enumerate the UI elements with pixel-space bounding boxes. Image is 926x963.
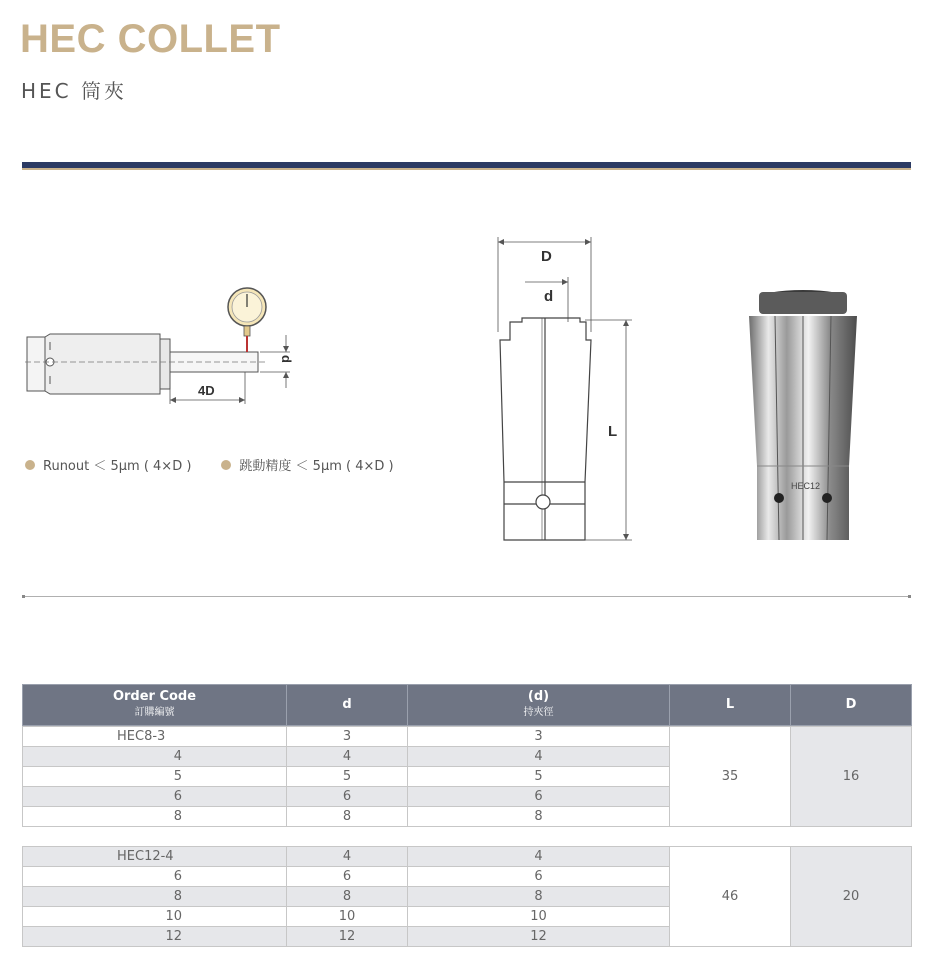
collet-section-diagram — [490, 232, 640, 552]
runout-diagram — [20, 280, 310, 410]
table-row: 12 12 12 — [23, 927, 912, 947]
page-subtitle: HEC 筒夾 — [21, 79, 127, 103]
runout-bullets — [25, 455, 394, 474]
table-row: 8 8 8 — [23, 887, 912, 907]
col-order-code: Order Code 訂購編號 — [23, 685, 287, 726]
collet-photo — [745, 286, 865, 546]
table-row: HEC8-3 3 3 35 16 — [23, 727, 912, 747]
col-holding-dia: (d) 持夾徑 — [408, 685, 670, 726]
section-D-label: D — [541, 248, 552, 265]
page-title: HEC COLLET — [20, 17, 281, 61]
bullet-dot-icon — [221, 460, 231, 470]
bullet-dot-icon — [25, 460, 35, 470]
table-row: HEC12-4 4 4 46 20 — [23, 847, 912, 867]
section-d-label: d — [544, 288, 554, 305]
runout-4d-label: 4D — [198, 383, 215, 398]
photo-engraving: HEC12 — [791, 481, 821, 491]
table-row: 5 5 5 — [23, 767, 912, 787]
table-row: 6 6 6 — [23, 867, 912, 887]
table-row: 10 10 10 — [23, 907, 912, 927]
section-divider — [22, 596, 911, 597]
bullet-text: Runout ＜ 5μm ( 4×D ) — [43, 459, 192, 474]
spec-table-group-hec12 — [22, 846, 912, 947]
table-row: 4 4 4 — [23, 747, 912, 767]
runout-d-label: d — [279, 355, 294, 363]
group-L-value: 46 — [670, 847, 791, 947]
section-L-label: L — [608, 423, 618, 440]
spec-table-header — [22, 684, 912, 726]
dial-gauge-icon — [228, 288, 266, 352]
bullet-text: 跳動精度 ＜ 5μm ( 4×D ) — [239, 459, 394, 474]
col-d: d — [287, 685, 408, 726]
bullet-item — [221, 455, 393, 474]
spec-table-group-hec8 — [22, 726, 912, 827]
group-D-value: 20 — [791, 847, 912, 947]
table-row: 6 6 6 — [23, 787, 912, 807]
col-D: D — [791, 685, 912, 726]
group-L-value: 35 — [670, 727, 791, 827]
header-divider — [22, 162, 911, 170]
group-D-value: 16 — [791, 727, 912, 827]
col-L: L — [670, 685, 791, 726]
table-row: 8 8 8 — [23, 807, 912, 827]
bullet-item — [25, 455, 191, 474]
